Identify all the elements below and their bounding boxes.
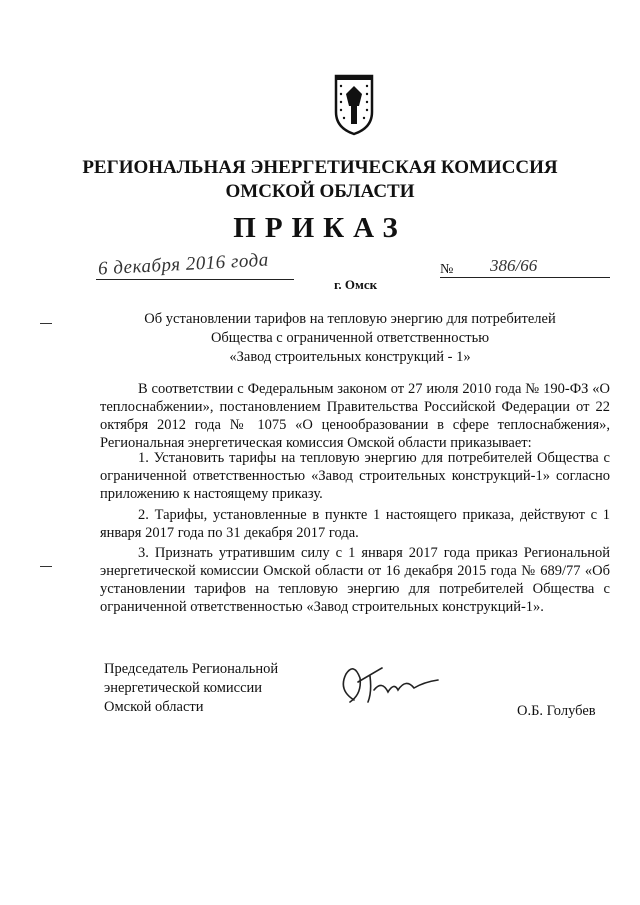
body-item-1 — [100, 449, 610, 503]
handwritten-signature — [334, 660, 444, 710]
date-underline — [96, 279, 294, 280]
margin-mark — [40, 323, 52, 324]
number-label: № — [440, 262, 454, 277]
signatory-name: О.Б. Голубев — [517, 703, 596, 719]
coat-of-arms-emblem — [332, 72, 376, 136]
body-intro — [100, 380, 610, 452]
org-name-line1: РЕГИОНАЛЬНАЯ ЭНЕРГЕТИЧЕСКАЯ КОМИССИЯ — [82, 157, 558, 178]
body-item-3 — [100, 544, 610, 616]
org-name-line2: ОМСКОЙ ОБЛАСТИ — [225, 181, 415, 202]
item1-paragraph: 1. Установить тарифы на тепловую энергию для потребителей Общества с ограниченной ответственностью «Завод строительных конструкций-1» согласно приложению к настоящему приказу. — [100, 450, 610, 502]
subject-line3: «Завод строительных конструкций - 1» — [229, 349, 471, 365]
item2-paragraph: 2. Тарифы, установленные в пункте 1 настоящего приказа, действуют с 1 января 2017 года по 31 декабря 2017 года. — [100, 507, 610, 541]
margin-mark — [40, 566, 52, 567]
intro-paragraph: В соответствии с Федеральным законом от 27 июля 2010 года № 190-ФЗ «О теплоснабжении», постановлением Правительства Российской Федерации от 22 октября 2012 года № 1075 «О ценообразовании в сфере теплоснабжения», Региональная энергетическая комиссия Омской области приказывает: — [100, 381, 610, 451]
body-item-2 — [100, 506, 610, 542]
document-type-title: ПРИКАЗ — [233, 212, 407, 244]
subject-line1: Об установлении тарифов на тепловую энергию для потребителей — [144, 311, 556, 327]
city-label: г. Омск — [334, 277, 378, 292]
signatory-title-line2: энергетической комиссии — [104, 680, 263, 696]
number-underline — [440, 277, 610, 278]
signatory-title-line3: Омской области — [104, 699, 204, 715]
handwritten-date: 6 декабря 2016 года — [97, 249, 270, 280]
handwritten-number: 386/66 — [490, 256, 538, 275]
subject-line2: Общества с ограниченной ответственностью — [210, 330, 490, 346]
item3-paragraph: 3. Признать утратившим силу с 1 января 2017 года приказ Региональной энергетической комиссии Омской области от 16 декабря 2015 года № 689/77 «Об установлении тарифов на тепловую энергию для потребителей Общества с ограниченной ответственностью «Завод строительных конструкций-1». — [100, 545, 610, 615]
order-subject — [100, 310, 600, 367]
signatory-title — [104, 660, 278, 717]
signatory-title-line1: Председатель Региональной — [104, 661, 279, 677]
